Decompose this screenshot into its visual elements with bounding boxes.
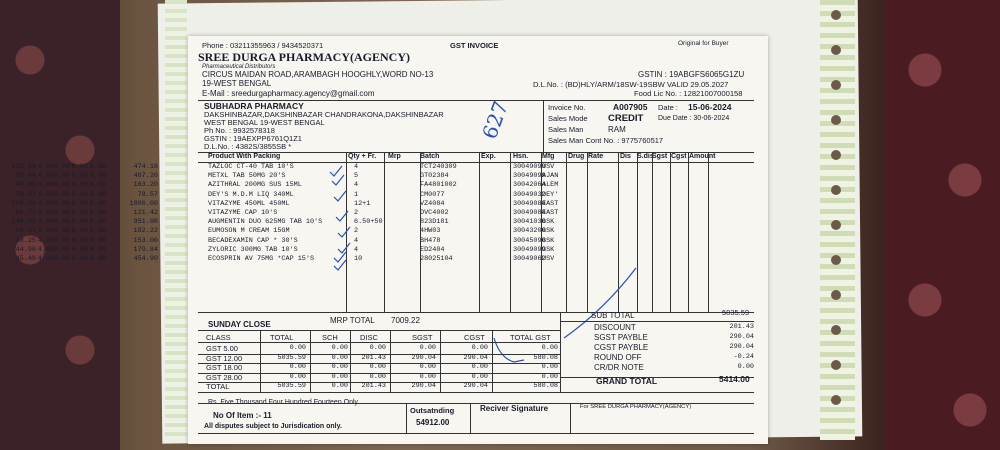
tax-cell: 0.00 — [331, 344, 348, 352]
item-cell: 823D181 — [420, 218, 449, 227]
item-cell: 6.00 — [71, 163, 88, 171]
item-cell: 4HW03 — [420, 227, 441, 236]
footer-divider-3 — [570, 403, 571, 433]
item-cell: 4 — [354, 236, 359, 245]
sales-mode: CREDIT — [608, 113, 644, 124]
company-name: SREE DURGA PHARMACY(AGENCY) — [198, 50, 410, 64]
tax-cell: 0.00 — [541, 363, 558, 371]
tax-cell: 0.00 — [419, 363, 436, 371]
invoice-date: 15-06-2024 — [688, 102, 732, 112]
item-cell: 163.20 — [133, 181, 158, 190]
item-cell: 4 — [354, 163, 359, 171]
company-tagline: Pharmaceutical Distributors — [202, 64, 276, 70]
item-cell: GSK — [542, 245, 555, 254]
tax-cell: 0.00 — [289, 372, 306, 381]
buyer-gstin: GSTIN : 19AEXPP6761Q1Z1 — [204, 134, 302, 143]
item-cell: 4.00 — [37, 236, 54, 245]
item-cell: 38.25 — [15, 236, 36, 245]
tax-cell: 0.00 — [541, 372, 558, 381]
item-cell: 4.00 — [37, 172, 54, 181]
item-cell: 0.00 — [53, 236, 70, 245]
item-cell: 4.00 — [37, 245, 54, 254]
summary-value: -0.24 — [733, 353, 754, 361]
summary-divider — [560, 312, 561, 392]
items-header-cell: Cgst — [671, 153, 687, 160]
item-cell: ECOSPRIN AV 75MG *CAP 15'S — [208, 255, 315, 263]
tax-cell: 0.00 — [331, 353, 348, 362]
grand-total: 5414.00 — [719, 374, 750, 384]
item-cell: 6.00 — [89, 190, 106, 199]
item-cell: GT02384 — [420, 172, 449, 181]
item-cell: 30043200 — [513, 227, 546, 236]
tax-header-cell: TOTAL GST — [510, 333, 551, 342]
item-cell: 467.20 — [133, 172, 158, 181]
sub-total: 5035.59 — [722, 308, 750, 317]
item-cell: 6.00 — [89, 209, 106, 217]
item-cell: 6.00 — [71, 255, 88, 263]
item-cell: 121.42 — [133, 209, 158, 217]
item-cell: 4.00 — [37, 227, 54, 236]
items-header-cell: Qty + Fr. — [348, 153, 377, 160]
tax-cell: 0.00 — [331, 382, 348, 390]
handwritten-note: 627 — [477, 97, 513, 143]
item-cell: 30045090 — [513, 236, 546, 245]
tax-cell: TOTAL — [206, 382, 230, 391]
item-cell: 0.00 — [53, 255, 70, 263]
mrp-total-label: MRP TOTAL — [330, 316, 375, 325]
item-cell: GSK — [542, 236, 555, 245]
words-top — [198, 392, 754, 393]
item-cell: VITAZYME 450ML 450ML — [208, 199, 290, 208]
item-cell: 1 — [354, 190, 359, 199]
item-cell: 179.84 — [133, 245, 158, 254]
item-count: No Of Item :- 11 — [213, 411, 272, 420]
item-cell: 4.00 — [37, 255, 54, 263]
item-cell: 4.00 — [37, 209, 54, 217]
item-cell: 454.90 — [133, 255, 158, 263]
item-cell: 150.00 — [11, 199, 36, 208]
item-cell: 10 — [354, 255, 363, 263]
summary-label: ROUND OFF — [594, 353, 642, 362]
tax-cell: 580.08 — [533, 382, 558, 390]
tax-header-cell: DISC — [360, 333, 378, 342]
item-cell: 0.00 — [53, 218, 70, 227]
item-cell: 6.50+50 — [354, 218, 383, 227]
outstanding-label: Outsatnding — [410, 406, 455, 415]
company-dl-no: D.L.No. : (BD)HLY/ARM/18SW-19SBW VALID 29.05.2027 — [533, 80, 729, 89]
invoice-no-label: Invoice No. — [548, 103, 586, 112]
item-cell: BECADEXAMIN CAP * 30'S — [208, 236, 298, 245]
item-cell: 30049062 — [513, 255, 546, 263]
item-cell: 96.11 — [15, 227, 36, 236]
salesman-contact: Sales Man Cont No. : 9775760517 — [548, 136, 664, 145]
tax-cell: 290.04 — [411, 382, 436, 390]
items-header-cell: Hsn. — [513, 153, 529, 160]
tax-header-cell: SGST — [412, 333, 433, 342]
item-cell: VZ4084 — [420, 199, 445, 208]
tax-column-line — [350, 330, 351, 392]
item-cell: 0.00 — [53, 245, 70, 254]
item-cell: METXL TAB 50MG 20'S — [208, 172, 286, 181]
item-cell: 45.49 — [15, 255, 36, 263]
items-header-cell: Batch — [420, 153, 440, 160]
items-header-cell: Amount — [689, 153, 716, 160]
item-cell: 153.00 — [133, 236, 158, 245]
item-cell: 2 — [354, 227, 359, 236]
company-gstin: GSTIN : 19ABGFS6065G1ZU — [638, 70, 745, 79]
closing-day: SUNDAY CLOSE — [208, 320, 271, 329]
item-cell: 6.00 — [89, 181, 106, 190]
item-cell: 6.00 — [71, 190, 88, 199]
tax-column-line — [492, 330, 493, 392]
footer-divider-1 — [406, 403, 407, 433]
item-cell: 6.00 — [89, 172, 106, 181]
item-cell: 6.00 — [89, 199, 106, 208]
item-cell: 28025104 — [420, 255, 453, 263]
item-cell: 5 — [354, 172, 359, 181]
item-cell: 6.00 — [71, 218, 88, 227]
item-cell: 78.57 — [137, 190, 158, 199]
tax-header-cell: TOTAL — [270, 333, 294, 342]
mrp-total: 7009.22 — [391, 316, 420, 325]
item-cell: 40.80 — [15, 181, 36, 190]
item-cell: 4.00 — [37, 190, 54, 199]
item-cell: 6.00 — [71, 199, 88, 208]
invoice-no: A007905 — [613, 102, 648, 112]
item-cell: 60.71 — [15, 209, 36, 217]
tax-cell: 5035.59 — [277, 382, 306, 390]
item-cell: AJAN — [542, 172, 559, 181]
item-cell: DVC4002 — [420, 209, 449, 217]
company-address-1: CIRCUS MAIDAN ROAD,ARAMBAGH HOOGHLY,WORD NO-13 — [202, 70, 434, 79]
item-cell: 30049084 — [513, 199, 546, 208]
tax-cell: 290.04 — [411, 353, 436, 362]
items-header-cell: Mfg — [542, 153, 555, 160]
summary-value: 290.04 — [729, 343, 754, 351]
amount-in-words: Rs. Five Thousand Four Hundred Fourteen Only — [208, 399, 359, 406]
item-cell: AUGMENTIN DUO 625MG TAB 10'S — [208, 218, 323, 227]
grand-total-label: GRAND TOTAL — [596, 376, 658, 386]
item-cell: 4.00 — [37, 218, 54, 227]
buyer-dl-no: D.L.No. : 4382S/3855SB * — [204, 142, 292, 151]
tax-cell: 0.00 — [369, 372, 386, 381]
item-cell: 6.00 — [89, 227, 106, 236]
item-cell: 118.54 — [11, 163, 36, 171]
item-cell: 30041030 — [513, 218, 546, 227]
tax-cell: 0.00 — [541, 344, 558, 352]
receiver-signature: Reciver Signature — [480, 404, 549, 413]
item-cell: 30049032 — [513, 190, 546, 199]
item-cell: 6.00 — [71, 181, 88, 190]
tax-cell: 0.00 — [331, 372, 348, 381]
item-cell: 0.00 — [53, 209, 70, 217]
tax-header-cell: SCH — [322, 333, 338, 342]
items-header-cell: Drug — [568, 153, 585, 160]
item-cell: USV — [542, 255, 555, 263]
item-cell: ZYLORIC 300MG TAB 10'S — [208, 245, 298, 254]
item-cell: ALEM — [542, 181, 559, 190]
item-cell: 6.00 — [89, 245, 106, 254]
item-cell: 192.22 — [133, 227, 158, 236]
items-header-cell: Rate — [588, 153, 604, 160]
patterned-cloth-right — [885, 0, 1000, 450]
item-cell: 6.00 — [89, 255, 106, 263]
item-cell: AZITHRAL 200MG SUS 15ML — [208, 181, 302, 190]
invoice-paper — [11, 36, 768, 444]
items-header-cell: Sgst — [652, 153, 668, 160]
item-cell: 0.00 — [53, 227, 70, 236]
salesman: RAM — [608, 125, 626, 134]
tax-cell: 580.08 — [533, 353, 558, 362]
summary-label: CR/DR NOTE — [594, 363, 644, 372]
company-phone: Phone : 03211355963 / 9434520371 — [202, 41, 324, 50]
tax-header-cell: CLASS — [206, 333, 231, 342]
item-cell: 6.00 — [71, 209, 88, 217]
item-cell: 0.00 — [53, 181, 70, 190]
item-cell: FA4801002 — [420, 181, 457, 190]
date-label: Date : — [658, 103, 679, 112]
item-cell: 78.57 — [15, 190, 36, 199]
authorised-signatory: For SREE DURGA PHARMACY(AGENCY) — [580, 404, 692, 410]
item-cell: 6.00 — [71, 236, 88, 245]
jurisdiction-note: All disputes subject to Jurisdication only. — [204, 423, 342, 430]
item-cell: VITAZYME CAP 10'S — [208, 209, 278, 217]
item-cell: 474.16 — [133, 163, 158, 171]
item-cell: 30049084 — [513, 209, 546, 217]
sub-total-border — [560, 321, 754, 322]
item-cell: 2 — [354, 209, 359, 217]
item-cell: 4.00 — [37, 163, 54, 171]
item-cell: 30049099 — [513, 163, 546, 171]
tax-cell: 290.04 — [463, 353, 488, 362]
company-address-2: 19-WEST BENGAL — [202, 79, 272, 88]
company-email: E-Mail : sreedurgapharmacy.agency@gmail.com — [202, 89, 375, 98]
tax-cell: 0.00 — [471, 372, 488, 381]
item-cell: 0.00 — [53, 190, 70, 199]
summary-value: 201.43 — [729, 323, 754, 331]
summary-label: CGST PAYBLE — [594, 343, 649, 352]
buyer-address-1: DAKSHINBAZAR,DAKSHINBAZAR CHANDRAKONA,DAKSHINBAZAR — [204, 110, 444, 119]
tractor-feed-holes — [826, 10, 846, 430]
food-licence: Food Lic No. : 12821007000158 — [634, 89, 743, 98]
tax-column-line — [310, 330, 311, 392]
tax-cell: 201.43 — [361, 382, 386, 390]
tax-cell: 290.04 — [463, 382, 488, 390]
sub-total-label: SUB TOTAL — [591, 311, 635, 320]
tax-cell: GST 5.00 — [206, 344, 238, 353]
item-cell: 93.44 — [15, 172, 36, 181]
item-cell: 0.00 — [53, 199, 70, 208]
item-cell: ED2404 — [420, 245, 445, 254]
item-cell: EAST — [542, 209, 559, 217]
items-header-cell: Exp. — [481, 153, 496, 160]
tax-column-line — [260, 330, 261, 392]
summary-label: SGST PAYBLE — [594, 333, 648, 342]
item-cell: 1800.00 — [129, 199, 158, 208]
item-cell: 12+1 — [354, 199, 371, 208]
item-cell: 6.00 — [89, 236, 106, 245]
footer-bottom — [198, 433, 754, 434]
buyer-address-2: WEST BENGAL 19-WEST BENGAL — [204, 118, 325, 127]
item-cell: 30049099 — [513, 172, 546, 181]
salesman-label: Sales Man — [548, 125, 584, 134]
tax-column-line — [390, 330, 391, 392]
item-cell: GSK — [542, 227, 555, 236]
item-cell: BH478 — [420, 236, 441, 245]
item-cell: 30049099 — [513, 245, 546, 254]
due-date: Due Date : 30-06-2024 — [658, 115, 730, 122]
item-cell: 6.00 — [71, 245, 88, 254]
tax-cell: GST 18.00 — [206, 363, 243, 372]
footer-divider-2 — [470, 403, 471, 433]
tax-cell: 201.43 — [361, 353, 386, 362]
items-header-cell: Mrp — [388, 153, 401, 160]
item-cell: TAZLOC CT-40 TAB 10'S — [208, 163, 294, 171]
copy-label: Original for Buyer — [678, 40, 729, 47]
tax-cell: 0.00 — [419, 372, 436, 381]
item-cell: 6.00 — [71, 172, 88, 181]
tax-cell: 0.00 — [331, 363, 348, 371]
tax-cell: 0.00 — [289, 363, 306, 371]
tax-header-cell: CGST — [464, 333, 485, 342]
item-cell: 4 — [354, 245, 359, 254]
item-cell: GSK — [542, 218, 555, 227]
item-cell: USV — [542, 163, 555, 171]
outstanding-amount: 54912.00 — [416, 418, 450, 427]
buyer-phone: Ph No. : 9932578318 — [204, 126, 275, 135]
item-cell: 0.00 — [53, 163, 70, 171]
tax-cell: 0.00 — [369, 363, 386, 371]
doc-type: GST INVOICE — [450, 41, 499, 50]
item-cell: 0.00 — [53, 172, 70, 181]
tax-cell: 0.00 — [471, 344, 488, 352]
item-cell: 6.00 — [71, 227, 88, 236]
tax-cell: 5035.59 — [277, 353, 306, 362]
item-cell: DEY'S M.D.M LIQ 340ML — [208, 190, 294, 199]
summary-label: DISCOUNT — [594, 323, 636, 332]
tax-cell: 0.00 — [419, 344, 436, 352]
tax-cell: 0.00 — [289, 344, 306, 352]
tax-top — [198, 330, 560, 331]
item-cell: 44.96 — [15, 245, 36, 254]
item-cell: TCT240309 — [420, 163, 457, 171]
item-cell: 146.32 — [11, 218, 36, 227]
tax-cell: 0.00 — [369, 344, 386, 352]
item-cell: 951.08 — [133, 218, 158, 227]
item-cell: EUMOSON M CREAM 15GM — [208, 227, 290, 236]
item-cell: 4.00 — [37, 199, 54, 208]
items-header-cell: Product With Packing — [208, 153, 281, 160]
item-cell: DEY' — [542, 190, 559, 199]
sales-mode-label: Sales Mode — [548, 114, 588, 123]
items-header-cell: S.dis — [637, 153, 654, 160]
item-cell: CM0077 — [420, 190, 445, 199]
item-cell: EAST — [542, 199, 559, 208]
item-cell: 4.00 — [37, 181, 54, 190]
tax-cell: GST 12.00 — [206, 353, 243, 363]
summary-value: 290.04 — [729, 333, 754, 341]
tax-column-line — [440, 330, 441, 392]
item-cell: 30042064 — [513, 181, 546, 190]
item-cell: 6.00 — [89, 218, 106, 227]
items-header-cell: Dis — [620, 153, 631, 160]
tax-header-line — [198, 342, 560, 343]
tax-cell: 0.00 — [471, 363, 488, 371]
form-edge-left — [165, 0, 187, 440]
item-cell: 4 — [354, 181, 359, 190]
summary-value: 0.00 — [737, 363, 754, 371]
item-cell: 6.00 — [89, 163, 106, 171]
buyer-name: SUBHADRA PHARMACY — [204, 101, 304, 111]
tax-cell: GST 28.00 — [206, 372, 243, 382]
